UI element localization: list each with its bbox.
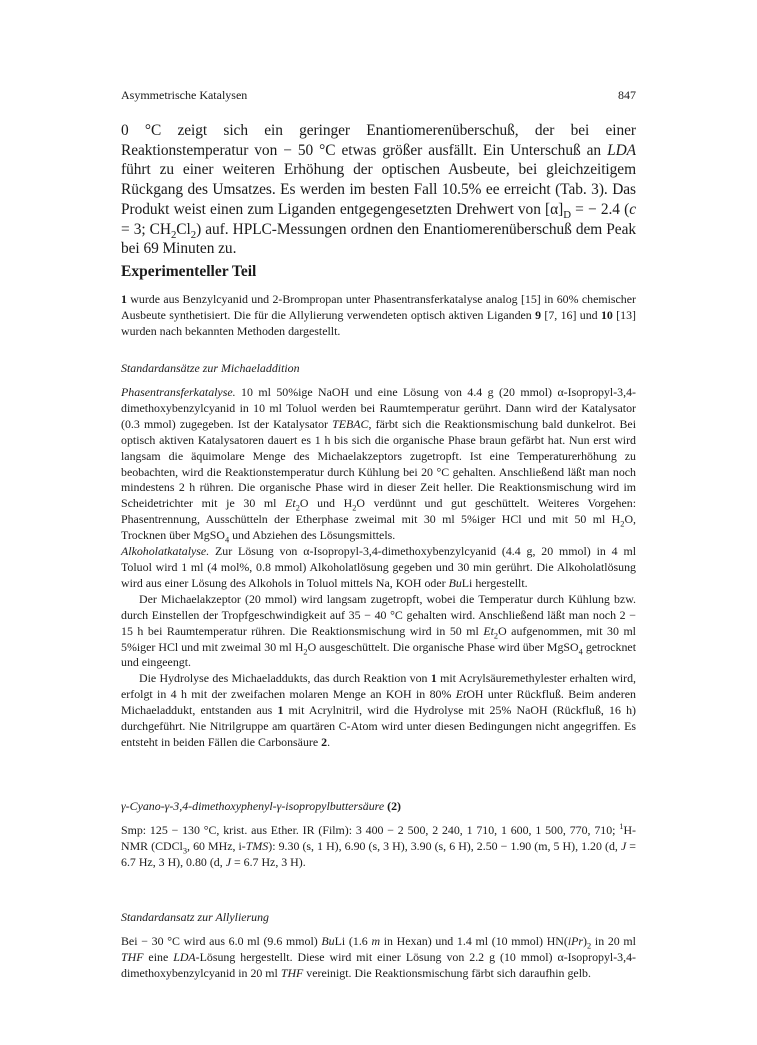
michael-procedures (121, 385, 636, 751)
compound-2-data: Smp: 125 − 130 °C, krist. aus Ether. IR (Film): 3 400 − 2 500, 2 240, 1 710, 1 600, 1 500, 770, 710; $^1$H-NMR (CDCl$_3$, 60 MHz, i-TMS): 9.30 (s, 1 H), 6.90 (s, 3 H), 3.90 (s, 6 H), 2.50 − 1.90 (m, 5 H), 1.20 (d, J = 6.7 Hz, 3 H), 0.80 (d, J = 6.7 Hz, 3 H). (121, 822, 637, 869)
section-title: Experimenteller Teil (121, 263, 257, 280)
subheading-michaeladdition: Standardansätze zur Michaeladdition (121, 361, 300, 375)
running-title: Asymmetrische Katalysen (121, 88, 248, 102)
paragraph-alkoholat: Alkoholatkatalyse. Zur Lösung von α-Isopropyl-3,4-dimethoxybenzylcyanid (4.4 g, 20 mmol) in 4 ml Toluol wird 1 ml (4 mol%, 0.8 mmol) Alkoholatlösung gegeben und 30 min gerührt. Die Alkoholatlösung wird aus einer Lösung des Alkohols in Toluol mittels Na, KOH oder BuLi hergestellt. (121, 544, 636, 590)
page-number: 847 (618, 88, 636, 102)
subheading-compound-2: γ-Cyano-γ-3,4-dimethoxyphenyl-γ-isopropylbuttersäure (2) (121, 799, 401, 813)
paragraph-hydrolyse: Die Hydrolyse des Michaeladdukts, das durch Reaktion von 1 mit Acrylsäuremethylester erhalten wird, erfolgt in 4 h mit der zweifachen molaren Menge an KOH in 80% EtOH unter Rückfluß. Beim anderen Michaeladdukt, entstanden aus 1 mit Acrylnitril, wird die Hydrolyse mit 25% NaOH (Rückfluß, 16 h) durchgeführt. Nie Nitrilgruppe am quartären C-Atom wird unter diesen Bedingungen nicht angegriffen. Es entsteht in beiden Fällen die Carbonsäure 2. (121, 671, 636, 749)
allylierung-procedure: Bei − 30 °C wird aus 6.0 ml (9.6 mmol) BuLi (1.6 m in Hexan) und 1.4 ml (10 mmol) $HN(iPr)_2$ in 20 ml THF eine LDA-Lösung hergestellt. Diese wird mit einer Lösung von 2.2 g (10 mmol) α-Isopropyl-3,4-dimethoxybenzylcyanid in 20 ml THF vereinigt. Die Reaktionsmischung färbt sich daraufhin gelb. (121, 934, 637, 980)
paragraph-michaelakzeptor: Der Michaelakzeptor (20 mmol) wird langsam zugetropft, wobei die Temperatur durch Kühlung bzw. durch Einstellen der Tropfgeschwindigkeit auf 35 − 40 °C gehalten wird. Anschließend läßt man noch 2 − 15 h bei Raumtemperatur rühren. Die Reaktionsmischung wird in 50 ml $Et_2O$ aufgenommen, mit 30 ml 5%iger HCl und mit zweimal 30 ml $H_2O$ ausgeschüttelt. Die organische Phase wird über MgSO$_4$ getrocknet und eingeengt. (121, 591, 636, 670)
intro-paragraph: 0 °C zeigt sich ein geringer Enantiomerenüberschuß, der bei einer Reaktionstemperatur von − 50 °C etwas größer ausfällt. Ein Unterschuß an LDA führt zu einer weiteren Erhöhung der optischen Ausbeute, bei gleichzeitigem Rückgang des Umsatzes. Es werden im besten Fall 10.5% ee erreicht (Tab. 3). Das Produkt weist einen zum Liganden entgegengesetzten Drehwert von $[\alpha]_D$ = − 2.4 (c = 3; $CH_2Cl_2$) auf. HPLC-Messungen ordnen den Enantiomerenüberschuß dem Peak bei 69 Minuten zu. (121, 122, 636, 258)
subheading-allylierung: Standardansatz zur Allylierung (121, 910, 269, 924)
experimental-intro: 1 wurde aus Benzylcyanid und 2-Brompropan unter Phasentransferkatalyse analog [15] in 60% chemischer Ausbeute synthetisiert. Die für die Allylierung verwendeten optisch aktiven Liganden 9 [7, 16] und 10 [13] wurden nach bekannten Methoden dargestellt. (121, 292, 636, 338)
paragraph-phasentransfer: Phasentransferkatalyse. 10 ml 50%ige NaOH und eine Lösung von 4.4 g (20 mmol) α-Isopropyl-3,4-dimethoxybenzylcyanid in 10 ml Toluol werden bei Raumtemperatur gerührt. Dann wird der Katalysator (0.3 mmol) zugegeben. Ist der Katalysator TEBAC, färbt sich die Reaktionsmischung bald dunkelrot. Bei optisch aktiven Katalysatoren dauert es 1 h bis sich die organische Phase braun gefärbt hat. Nun erst wird langsam die äquimolare Menge des Michaelakzeptors zugetropft. Ist eine Temperaturerhöhung zu beobachten, wird die Reaktionstemperatur durch Kühlung bei 20 °C gehalten. Anschließend läßt man noch mindestens 2 h rühren. Die organische Phase wird in dieser Zeit heller. Die Reaktionsmischung wird im Scheidetrichter mit je 30 ml $Et_2O$ und $H_2O$ verdünnt und gut geschüttelt. Weiteres Vorgehen: Phasentrennung, Ausschütteln der Etherphase zweimal mit 30 ml 5%iger HCl und mit 50 ml $H_2O$, Trocknen über MgSO$_4$ und Abziehen des Lösungsmittels. (121, 385, 637, 545)
